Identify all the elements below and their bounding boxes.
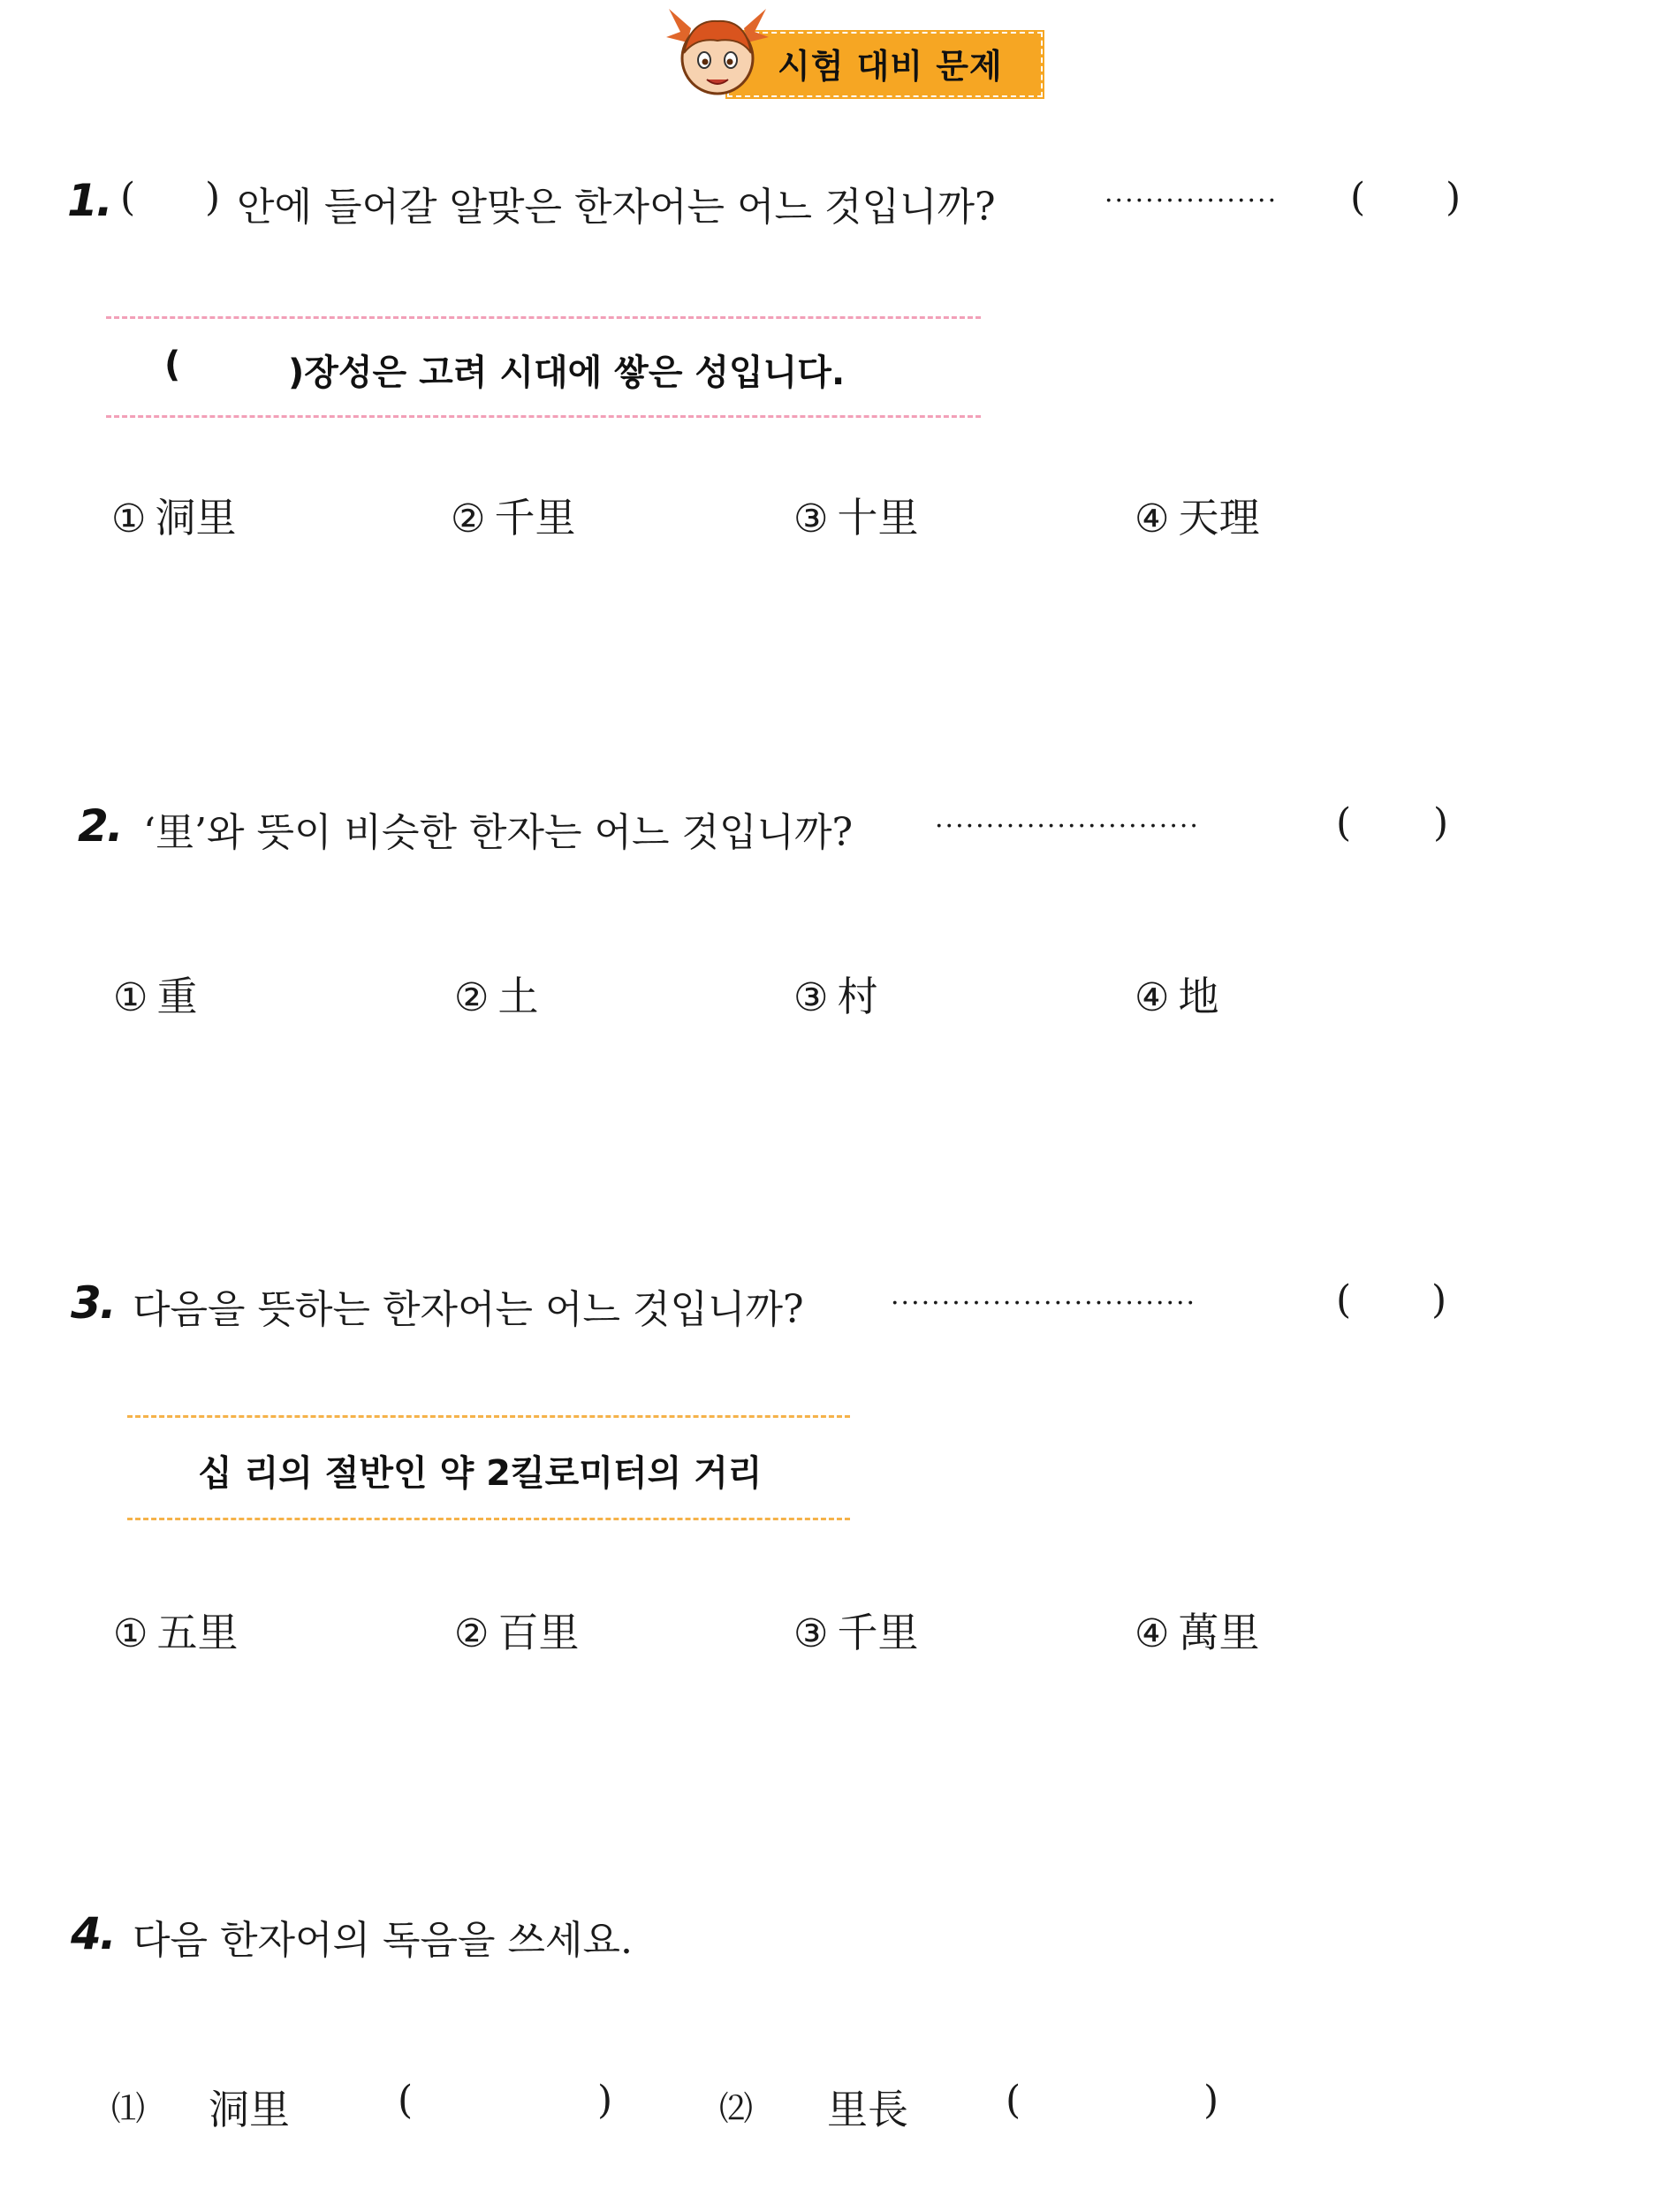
choice-label: 洞里 [155,494,237,542]
question-1-choice-4[interactable] [1135,486,1259,544]
choice-mark: ① [113,975,148,1020]
question-1-number: 1. [67,175,111,226]
question-4-item-1-close: ) [597,2078,613,2123]
question-2-number: 2. [78,800,122,852]
question-4-item-1-label: 洞里 [209,2086,290,2133]
question-4-text: 다음 한자어의 독음을 쓰세요. [133,1918,633,1963]
choice-label: 十里 [837,494,919,542]
hint-3-bottom-divider [127,1518,850,1520]
question-2-choice-4[interactable] [1135,965,1218,1023]
choice-label: 千里 [837,1609,919,1656]
choice-mark: ③ [793,1611,829,1656]
choice-label: 萬里 [1178,1609,1260,1656]
question-3-choice-4[interactable] [1135,1601,1259,1659]
question-1-leader-dots: ················· [1104,186,1279,216]
choice-mark: ③ [793,975,829,1020]
choice-mark: ④ [1135,1611,1170,1656]
choice-label: 五里 [156,1609,239,1656]
question-3-answer-close: ) [1431,1277,1447,1322]
question-4-item-1-mark: ⑴ [111,2089,146,2128]
question-1-choice-3[interactable] [793,486,918,544]
choice-label: 千里 [494,494,576,542]
question-1-paren-open: ( [120,175,136,220]
hint-3-top-divider [127,1415,850,1418]
question-2-answer-close: ) [1433,800,1449,845]
question-4-number: 4. [71,1908,115,1959]
girl-mascot-icon [664,2,770,104]
question-1-text: 안에 들어갈 알맞은 한자어는 어느 것입니까? [237,185,996,230]
question-2-choice-1[interactable] [113,965,197,1023]
hint-1-paren-open: ( [164,345,181,385]
choice-mark: ① [113,1611,148,1656]
page-title: 시험 대비 문제 [778,47,1003,86]
question-3-choice-2[interactable] [454,1601,579,1659]
question-4-item-2-mark: ⑵ [719,2089,754,2128]
question-1-answer-open: ( [1350,175,1366,220]
question-2-leader-dots: ·························· [935,811,1200,842]
question-2-choice-3[interactable] [793,965,877,1023]
question-1-choice-2[interactable] [451,486,575,544]
choice-label: 百里 [497,1609,580,1656]
question-2-choice-2[interactable] [454,965,538,1023]
choice-mark: ② [454,975,490,1020]
question-3-choice-3[interactable] [793,1601,918,1659]
question-3-leader-dots: ······························ [891,1288,1197,1319]
choice-label: 村 [837,973,878,1020]
choice-label: 土 [497,973,539,1020]
choice-mark: ② [454,1611,490,1656]
question-1-answer-close: ) [1446,175,1461,220]
choice-label: 天理 [1178,494,1260,542]
choice-mark: ④ [1135,975,1170,1020]
question-4-item-2-open[interactable]: ( [1006,2078,1021,2123]
hint-1-top-divider [106,316,981,319]
choice-mark: ④ [1135,496,1170,542]
question-3-answer-open: ( [1336,1277,1352,1322]
choice-mark: ③ [793,496,829,542]
question-3-choice-1[interactable] [113,1601,238,1659]
hint-1-text: )장성은 고려 시대에 쌓은 성입니다. [288,352,846,393]
question-4-item-1-open[interactable]: ( [398,2078,414,2123]
hint-1-bottom-divider [106,415,981,418]
choice-mark: ① [111,496,147,542]
question-3-number: 3. [71,1277,115,1329]
question-3-text: 다음을 뜻하는 한자어는 어느 것입니까? [133,1287,804,1332]
question-4-item-2-close: ) [1203,2078,1219,2123]
hint-3-text: 십 리의 절반인 약 2킬로미터의 거리 [198,1453,763,1494]
question-4-item-2-label: 里長 [827,2086,908,2133]
question-2-answer-open: ( [1336,800,1352,845]
question-1-choice-1[interactable] [111,486,236,544]
choice-label: 地 [1178,973,1219,1020]
question-1-paren-close: ) [205,175,221,220]
choice-mark: ② [451,496,486,542]
question-2-text: ‘里’와 뜻이 비슷한 한자는 어느 것입니까? [143,810,854,855]
choice-label: 重 [156,973,198,1020]
